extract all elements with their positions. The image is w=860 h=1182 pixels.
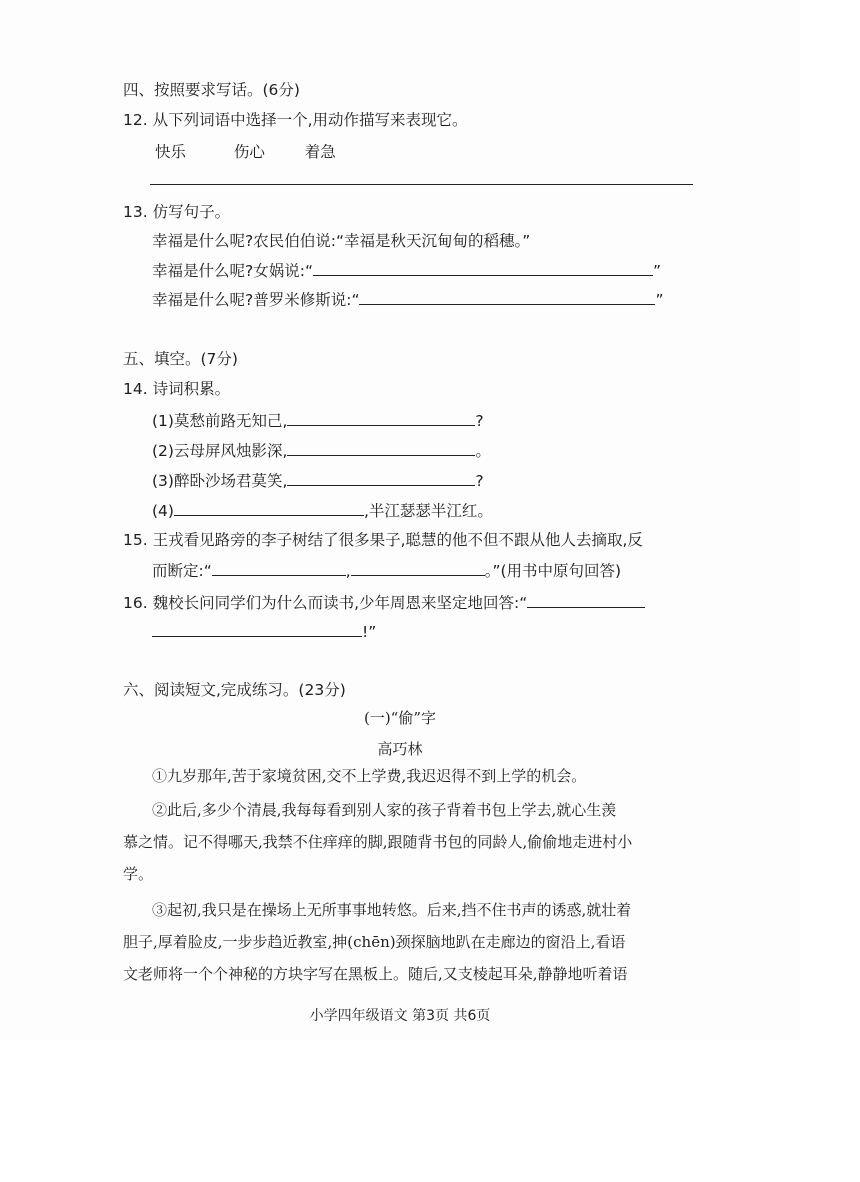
question-15-line-2 <box>152 559 621 582</box>
q15-start: 而断定:“ <box>152 562 212 580</box>
answer-line-q12[interactable] <box>150 184 693 185</box>
passage-title: (一)“偷”字 <box>363 709 437 727</box>
question-14-prompt: 14. 诗词积累。 <box>123 380 231 398</box>
word-option-3: 着急 <box>304 143 336 161</box>
poem-item-3 <box>152 469 484 492</box>
question-13-example: 幸福是什么呢?农民伯伯说:“幸福是秋天沉甸甸的稻穗。” <box>152 232 531 250</box>
answer-blank-q15-1[interactable] <box>212 559 346 576</box>
section-6-title: 六、阅读短文,完成练习。(23分) <box>123 681 346 699</box>
question-13-line-2 <box>152 288 664 311</box>
word-options <box>155 141 336 163</box>
poem-item-2-end: 。 <box>475 442 491 460</box>
question-13-line-1 <box>152 259 661 282</box>
word-option-2: 伤心 <box>233 143 265 161</box>
answer-blank-q14-1[interactable] <box>287 409 475 426</box>
question-16-line-1 <box>123 591 645 614</box>
answer-blank-q16-2[interactable] <box>152 620 362 637</box>
section-5-title: 五、填空。(7分) <box>123 350 238 368</box>
close-quote: ” <box>655 291 664 309</box>
q13-line-1-prefix: 幸福是什么呢?女娲说:“ <box>152 262 313 280</box>
answer-blank-q14-3[interactable] <box>287 469 475 486</box>
poem-item-2 <box>152 439 491 462</box>
q13-line-2-prefix: 幸福是什么呢?普罗米修斯说:“ <box>152 291 360 309</box>
answer-blank-q13-2[interactable] <box>359 288 655 305</box>
section-4-title: 四、按照要求写话。(6分) <box>123 81 300 99</box>
question-13-prompt: 13. 仿写句子。 <box>123 203 231 221</box>
passage-author: 高巧林 <box>377 740 423 758</box>
answer-blank-q15-2[interactable] <box>351 559 485 576</box>
paragraph-1: ①九岁那年,苦于家境贫困,交不上学费,我迟迟得不到上学的机会。 <box>152 767 587 785</box>
answer-blank-q14-4[interactable] <box>174 499 364 516</box>
q16-text: 16. 魏校长问同学们为什么而读书,少年周恩来坚定地回答:“ <box>123 594 528 612</box>
word-option-1: 快乐 <box>155 143 187 161</box>
poem-item-1-end: ? <box>475 412 484 430</box>
q15-end: 。”(用书中原句回答) <box>484 562 622 580</box>
answer-blank-q16-1[interactable] <box>527 591 645 608</box>
poem-item-1-text: (1)莫愁前路无知己, <box>152 412 288 430</box>
poem-item-4 <box>152 499 493 522</box>
close-quote: ” <box>652 262 662 280</box>
poem-item-3-end: ? <box>475 472 484 490</box>
paragraph-3-line-3: 文老师将一个个神秘的方块字写在黑板上。随后,又支棱起耳朵,静静地听着语 <box>123 965 628 983</box>
answer-blank-q13-1[interactable] <box>313 259 653 276</box>
q15-comma: , <box>345 562 351 580</box>
poem-item-1 <box>152 409 484 432</box>
paragraph-3-line-1: ③起初,我只是在操场上无所事事地转悠。后来,挡不住书声的诱惑,就壮着 <box>152 901 632 919</box>
question-15-line-1: 15. 王戎看见路旁的李子树结了很多果子,聪慧的他不但不跟从他人去摘取,反 <box>123 531 643 549</box>
paragraph-2-line-2: 慕之情。记不得哪天,我禁不住痒痒的脚,跟随背书包的同龄人,偷偷地走进村小 <box>123 833 633 851</box>
poem-item-4-end: ,半江瑟瑟半江红。 <box>363 502 493 520</box>
question-12-prompt: 12. 从下列词语中选择一个,用动作描写来表现它。 <box>123 111 468 129</box>
paragraph-2-line-3: 学。 <box>123 865 154 883</box>
q16-end: !” <box>362 623 377 641</box>
poem-item-2-text: (2)云母屏风烛影深, <box>152 442 288 460</box>
answer-blank-q14-2[interactable] <box>287 439 475 456</box>
poem-item-4-number: (4) <box>152 502 174 520</box>
paragraph-3-line-2: 胆子,厚着脸皮,一步步趋近教室,抻(chēn)颈探脑地趴在走廊边的窗沿上,看语 <box>123 933 626 951</box>
paragraph-2-line-1: ②此后,多少个清晨,我每每看到别人家的孩子背着书包上学去,就心生羡 <box>152 801 617 819</box>
poem-item-3-text: (3)醉卧沙场君莫笑, <box>152 472 288 490</box>
page-footer: 小学四年级语文 第3页 共6页 <box>309 1008 491 1024</box>
question-16-line-2 <box>152 620 376 643</box>
